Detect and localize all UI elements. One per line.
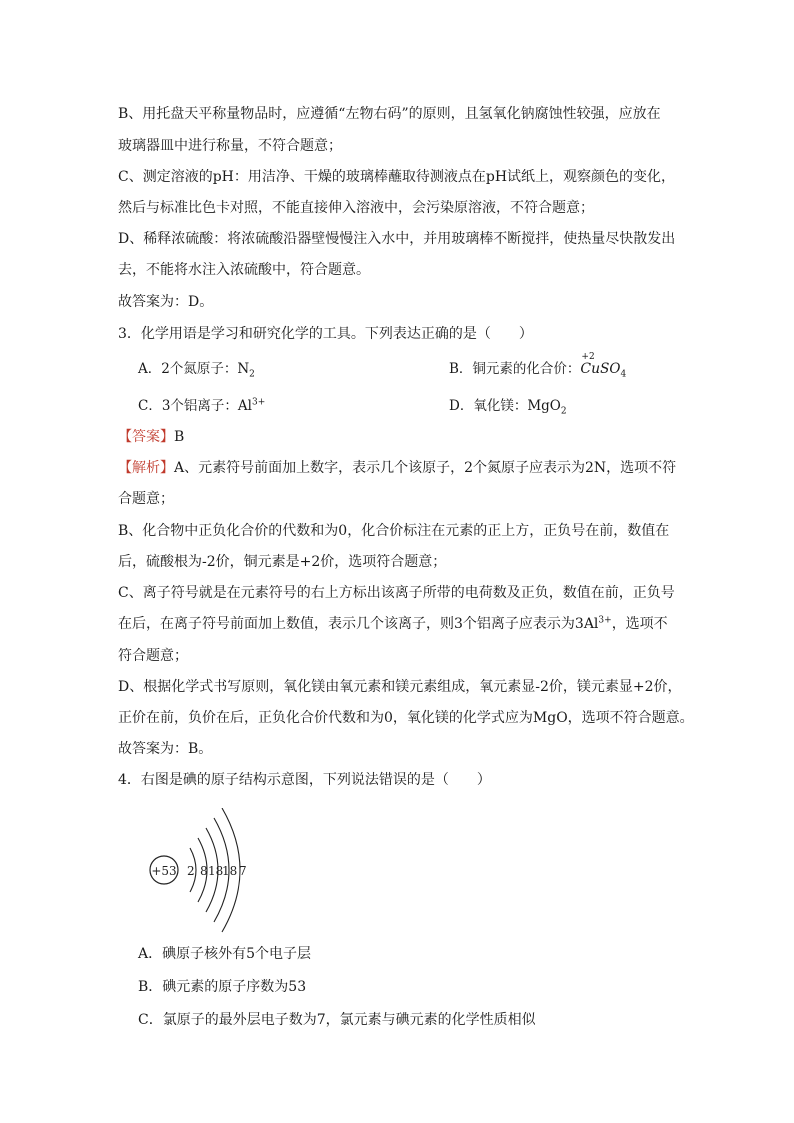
prev-option-d-line1: D、稀释浓硫酸：将浓硫酸沿器壁慢慢注入水中，并用玻璃棒不断搅拌，使热量尽快散发出 <box>118 231 676 247</box>
q4-option-c: C．氯原子的最外层电子数为7，氯元素与碘元素的化学性质相似 <box>138 1012 536 1028</box>
prev-final-answer: 故答案为：D。 <box>118 294 214 310</box>
answer-label: 【答案】 <box>118 429 174 445</box>
prev-option-d-line2: 去，不能将水注入浓硫酸中，符合题意。 <box>118 262 370 278</box>
q3-option-d: D．氧化镁：MgO$_2$ <box>449 398 567 417</box>
q3-answer: 【答案】B <box>118 429 185 445</box>
prev-option-c-line2: 然后与标准比色卡对照，不能直接伸入溶液中，会污染原溶液，不符合题意； <box>118 200 594 216</box>
prev-option-c-line1: C、测定溶液的pH：用洁净、干燥的玻璃棒蘸取待测液点在pH试纸上，观察颜色的变化， <box>118 169 676 185</box>
q3-analysis-b-line2: 后，硫酸根为-2价，铜元素是+2价，选项符合题意； <box>118 554 447 570</box>
iodine-atom-diagram <box>140 808 280 938</box>
q3-stem: 3．化学用语是学习和研究化学的工具。下列表达正确的是（ ） <box>118 326 533 342</box>
q3-analysis-c-line1: C、离子符号就是在元素符号的右上方标出该离子所带的电荷数及正负，数值在前，正负号 <box>118 585 675 601</box>
analysis-label: 【解析】 <box>118 460 174 476</box>
copper-valence: +2 Cu <box>580 352 601 377</box>
shell-count-5: 7 <box>239 864 247 878</box>
q3-analysis-a-line2: 合题意； <box>118 491 174 507</box>
shell-count-2: 8 <box>200 864 208 878</box>
nucleus-charge: +53 <box>151 864 177 878</box>
prev-option-b-line1: B、用托盘天平称量物品时，应遵循“左物右码”的原则，且氢氧化钠腐蚀性较强，应放在 <box>118 106 661 122</box>
q4-stem: 4．右图是碘的原子结构示意图，下列说法错误的是（ ） <box>118 772 491 788</box>
q3-analysis-c-line3: 符合题意； <box>118 648 188 664</box>
shell-count-3: 18 <box>208 864 224 878</box>
q3-option-a: A．2个氮原子：$N_2$ <box>138 361 255 380</box>
q4-option-a: A．碘原子核外有5个电子层 <box>138 946 312 962</box>
shell-count-1: 2 <box>187 864 195 878</box>
q3-final-answer: 故答案为：B。 <box>118 741 213 757</box>
q3-analysis-b-line1: B、化合物中正负化合价的代数和为0，化合价标注在元素的正上方，正负号在前，数值在 <box>118 523 670 539</box>
shell-count-4: 18 <box>222 864 238 878</box>
q3-option-c: C．3个铝离子：$Al^{3+}$ <box>138 397 266 414</box>
q3-analysis-d-line2: 正价在前，负价在后，正负化合价代数和为0，氧化镁的化学式应为MgO，选项不符合题意。 <box>118 710 694 726</box>
prev-option-b-line2: 玻璃器皿中进行称量，不符合题意； <box>118 138 342 154</box>
q3-analysis-a-line1: 【解析】A、元素符号前面加上数字，表示几个该原子，2个氮原子应表示为2N，选项不符 <box>118 460 677 476</box>
q4-option-b: B．碘元素的原子序数为53 <box>138 979 307 995</box>
q3-analysis-c-line2: 在后，在离子符号前面加上数值，表示几个该离子，则3个铝离子应表示为$3Al^{3+}$，选项不 <box>118 615 668 632</box>
q3-option-b: B．铜元素的化合价： +2 CuSO$_4$ <box>449 352 627 380</box>
q3-analysis-d-line1: D、根据化学式书写原则，氧化镁由氧元素和镁元素组成，氧元素显-2价，镁元素显+2价， <box>118 679 682 695</box>
